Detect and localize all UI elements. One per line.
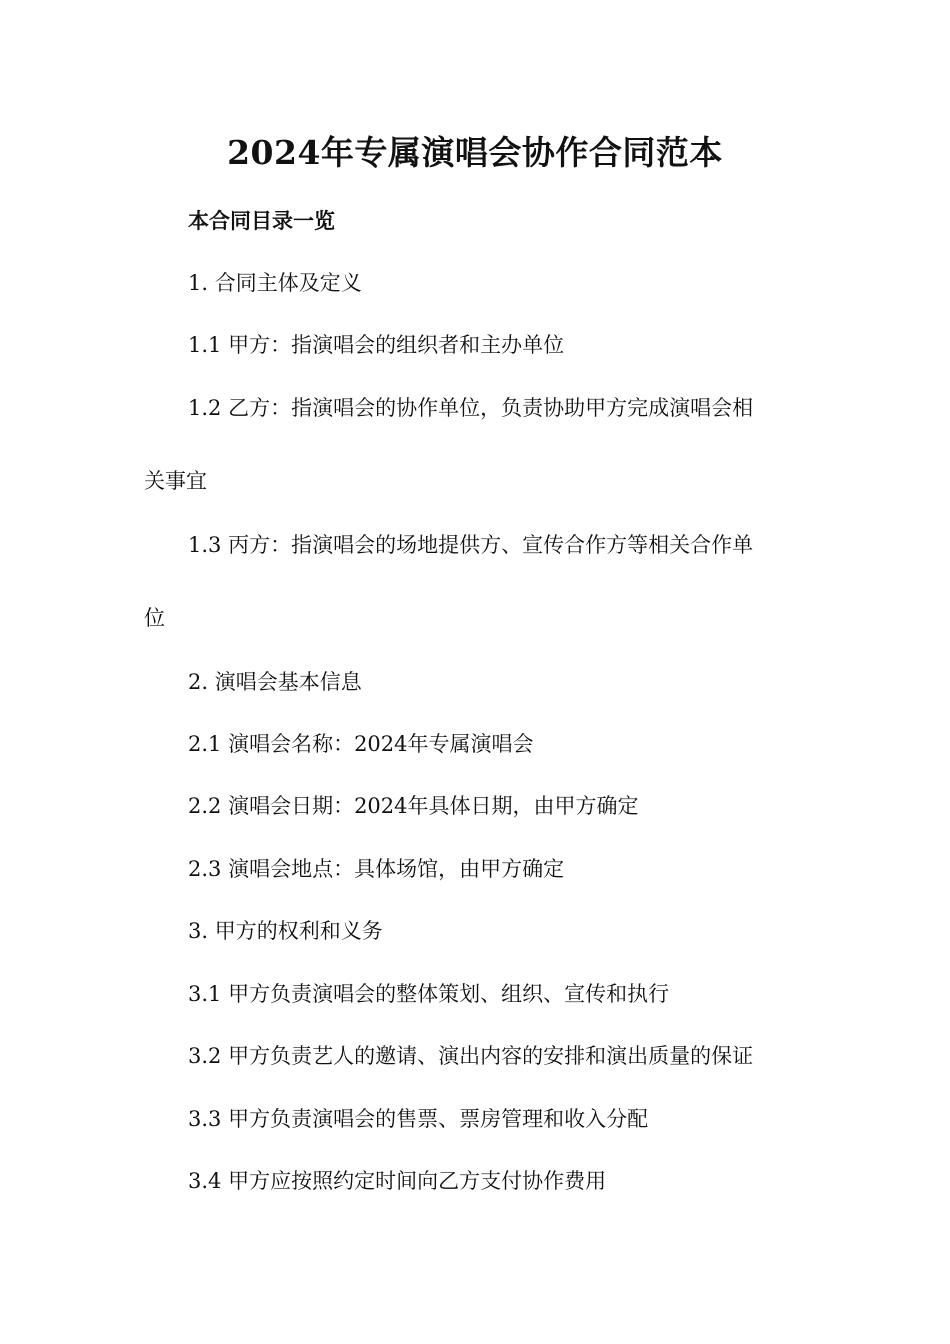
clause-3-4: 3.4 甲方应按照约定时间向乙方支付协作费用 (188, 1169, 607, 1193)
clause-2-1: 2.1 演唱会名称：2024年专属演唱会 (188, 732, 534, 756)
section-heading-2: 2. 演唱会基本信息 (188, 670, 362, 694)
section-heading-1: 1. 合同主体及定义 (188, 271, 362, 295)
clause-1-1: 1.1 甲方：指演唱会的组织者和主办单位 (188, 333, 565, 357)
toc-heading: 本合同目录一览 (188, 208, 335, 233)
clause-3-3: 3.3 甲方负责演唱会的售票、票房管理和收入分配 (188, 1107, 649, 1131)
clause-3-1: 3.1 甲方负责演唱会的整体策划、组织、宣传和执行 (188, 982, 670, 1006)
section-heading-3: 3. 甲方的权利和义务 (188, 919, 383, 943)
clause-1-2: 1.2 乙方：指演唱会的协作单位，负责协助甲方完成演唱会相 (188, 396, 754, 420)
clause-1-3: 1.3 丙方：指演唱会的场地提供方、宣传合作方等相关合作单 (188, 533, 754, 557)
clause-3-2: 3.2 甲方负责艺人的邀请、演出内容的安排和演出质量的保证 (188, 1044, 754, 1068)
clause-2-2: 2.2 演唱会日期：2024年具体日期，由甲方确定 (188, 794, 639, 818)
clause-1-3-continuation: 位 (144, 606, 165, 630)
document-title: 2024年专属演唱会协作合同范本 (227, 133, 723, 172)
clause-1-2-continuation: 关事宜 (144, 469, 207, 493)
clause-2-3: 2.3 演唱会地点：具体场馆，由甲方确定 (188, 857, 565, 881)
